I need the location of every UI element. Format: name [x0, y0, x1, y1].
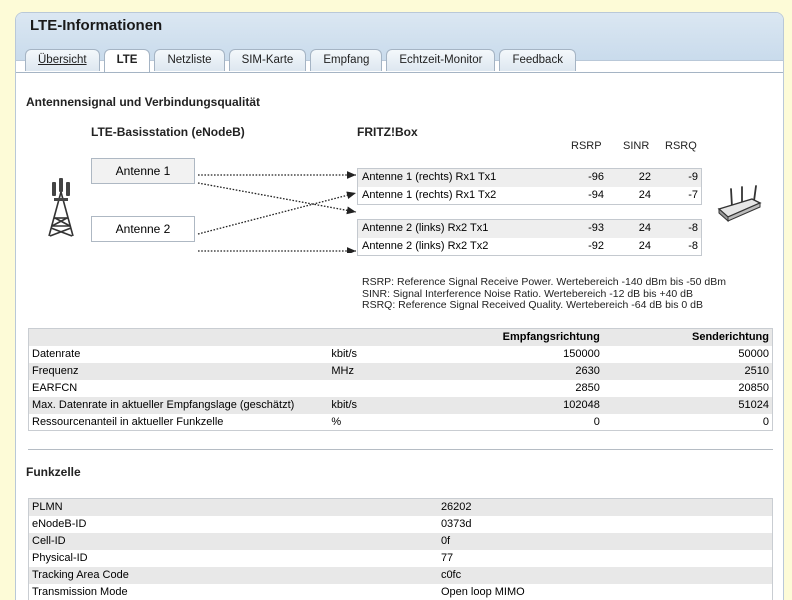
signal-section-title: Antennensignal und Verbindungsqualität [26, 95, 261, 109]
row-unit [328, 380, 428, 397]
rx-row-label: Antenne 2 (links) Rx2 Tx1 [362, 222, 489, 234]
rsrq-value: -7 [688, 189, 698, 201]
sinr-value: 24 [638, 189, 651, 201]
rsrp-heading: RSRP [571, 140, 602, 152]
row-name: Tracking Area Code [29, 567, 438, 584]
row-value: 26202 [438, 499, 773, 516]
rx-row-label: Antenne 1 (rechts) Rx1 Tx1 [362, 171, 497, 183]
sinr-value: 24 [638, 222, 651, 234]
table-row [29, 533, 773, 550]
cell-tower-icon [44, 178, 78, 238]
rsrp-value: -94 [588, 189, 604, 201]
rsrp-value: -96 [588, 171, 604, 183]
rsrq-value: -9 [688, 171, 698, 183]
tx-value: 50000 [738, 348, 769, 360]
row-name: Transmission Mode [32, 585, 128, 598]
rx-row-label: Antenne 2 (links) Rx2 Tx2 [362, 240, 489, 252]
table-row [29, 516, 773, 533]
rx-value: 150000 [563, 348, 600, 360]
row-unit: kbit/s [328, 397, 428, 414]
rx-value: 102048 [428, 397, 603, 414]
rsrq-legend-line: RSRQ: Reference Signal Received Quality. Wertebereich -64 dB bis 0 dB [362, 299, 704, 311]
row-unit: MHz [328, 363, 428, 380]
sinr-legend-line: SINR: Signal Interference Noise Ratio. Wertebereich -12 dB bis +40 dB [362, 287, 694, 300]
row-name: Ressourcenanteil in aktueller Funkzelle [32, 415, 224, 428]
tab-echtzeit-monitor[interactable]: Echtzeit-Monitor [386, 49, 495, 71]
table-header-row [29, 329, 773, 346]
tab-sim-karte[interactable]: SIM-Karte [229, 49, 307, 71]
cell-info-table [28, 498, 773, 600]
tx-value: 20850 [738, 382, 769, 394]
rx-value: 2630 [428, 363, 603, 380]
data-rate-table [28, 328, 773, 431]
row-name: Datenrate [32, 348, 81, 360]
table-row [29, 380, 773, 397]
base-station-heading: LTE-Basisstation (eNodeB) [91, 125, 245, 139]
rsrp-value: -93 [588, 222, 604, 234]
rx-row-label: Antenne 1 (rechts) Rx1 Tx2 [362, 189, 497, 201]
page-title: LTE-Informationen [30, 17, 163, 34]
table-row [29, 363, 773, 380]
row-name: Max. Datenrate in aktueller Empfangslage (geschätzt) [29, 397, 329, 414]
table-row [29, 499, 773, 516]
signal-legend [362, 277, 726, 312]
lte-info-panel [15, 12, 784, 600]
tx-value: 2510 [603, 363, 773, 380]
tab-netzliste[interactable]: Netzliste [154, 49, 224, 71]
sinr-heading: SINR [623, 140, 650, 152]
cell-section-title: Funkzelle [26, 465, 81, 479]
rx-row [358, 169, 701, 187]
signal-paths-diagram [196, 153, 361, 253]
router-icon [716, 185, 762, 231]
row-value: 77 [440, 552, 454, 564]
rx-direction-heading: Empfangsrichtung [428, 329, 603, 346]
section-divider [28, 449, 773, 450]
row-unit: % [331, 415, 342, 428]
rsrq-value: -8 [688, 240, 698, 252]
row-name: eNodeB-ID [32, 518, 87, 530]
table-row [29, 346, 773, 363]
row-name: EARFCN [32, 382, 78, 394]
table-row [29, 414, 773, 431]
sinr-value: 22 [638, 171, 651, 183]
tx-direction-heading: Senderichtung [603, 329, 773, 346]
table-row [29, 550, 773, 567]
tab-bar [25, 49, 576, 71]
tx-value: 0 [762, 415, 769, 428]
rx-row [358, 220, 701, 238]
rsrq-heading: RSRQ [665, 140, 697, 152]
table-row [29, 567, 773, 584]
rx-row [358, 238, 701, 256]
row-value: 0f [438, 533, 773, 550]
tab-content [16, 72, 783, 600]
antenna-2-box: Antenne 2 [91, 216, 195, 242]
row-name: Frequenz [29, 363, 329, 380]
tab-lte[interactable]: LTE [104, 49, 151, 72]
tab-feedback[interactable]: Feedback [499, 49, 576, 71]
sinr-value: 24 [638, 240, 651, 252]
tx-value: 51024 [603, 397, 773, 414]
table-row [29, 397, 773, 414]
panel-header [16, 13, 783, 66]
tab-empfang[interactable]: Empfang [310, 49, 382, 71]
tab-uebersicht[interactable]: Übersicht [25, 49, 100, 71]
rsrp-value: -92 [588, 240, 604, 252]
rsrq-value: -8 [688, 222, 698, 234]
rsrp-legend-line: RSRP: Reference Signal Receive Power. Wertebereich -140 dBm bis -50 dBm [362, 276, 726, 288]
rx-value: 2850 [575, 382, 600, 394]
fritzbox-heading: FRITZ!Box [357, 125, 418, 139]
row-value: c0fc [438, 567, 773, 584]
table-row [29, 584, 773, 600]
row-value: Open loop MIMO [440, 585, 525, 598]
antenna-1-box: Antenne 1 [91, 158, 195, 184]
row-name: Physical-ID [32, 552, 88, 564]
rx-value: 0 [593, 415, 600, 428]
row-name: Cell-ID [29, 533, 438, 550]
row-name: PLMN [29, 499, 438, 516]
row-value: 0373d [440, 518, 472, 530]
row-unit: kbit/s [331, 348, 358, 360]
rx-row [358, 187, 701, 205]
